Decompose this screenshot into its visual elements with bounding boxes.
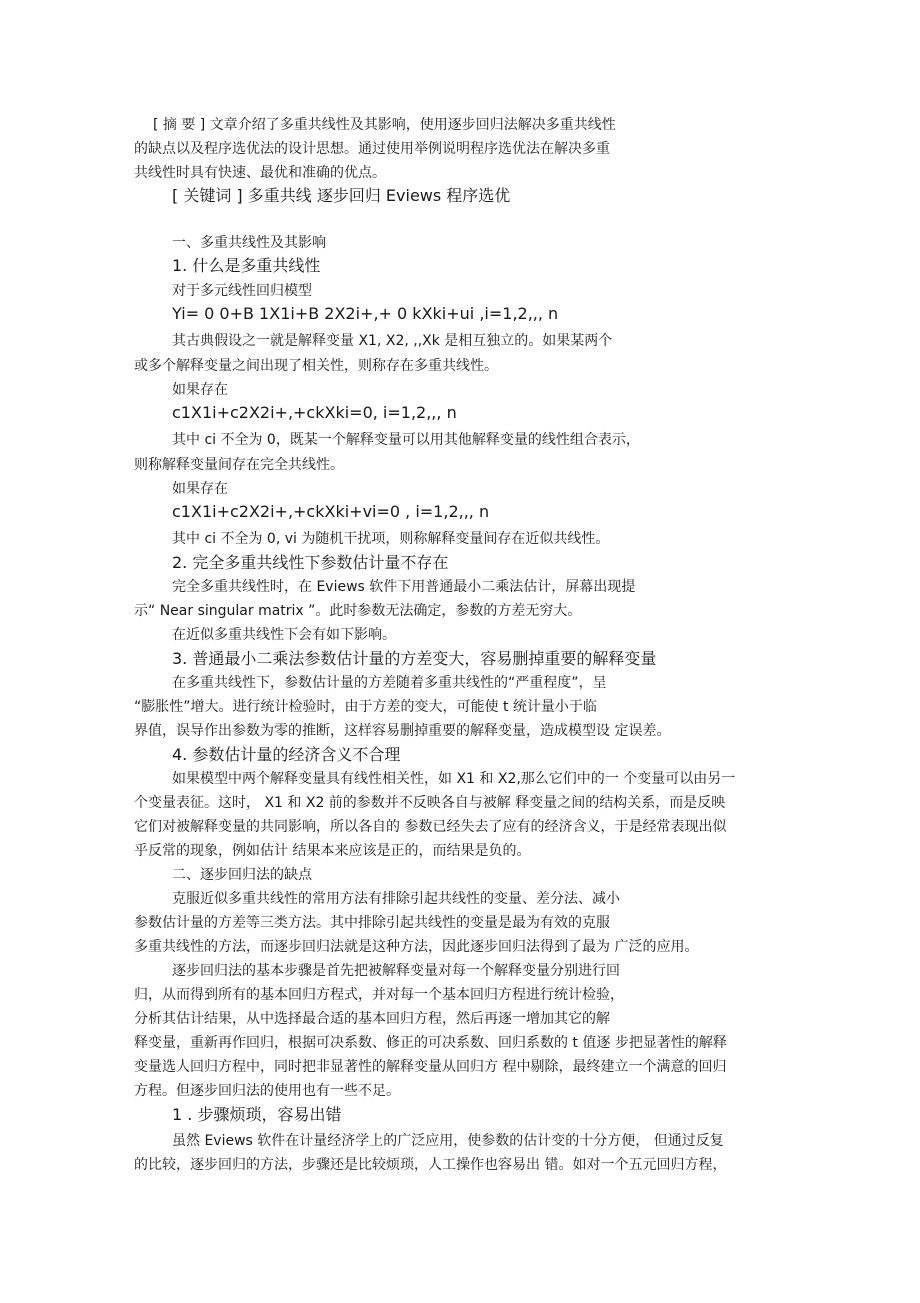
section-heading-2: 二、逐步回归法的缺点 bbox=[172, 867, 312, 883]
paragraph-line: 其中 ci 不全为 0，既某一个解释变量可以用其他解释变量的线性组合表示， bbox=[172, 432, 640, 448]
paragraph-line: 克服近似多重共线性的常用方法有排除引起共线性的变量、差分法、减小 bbox=[172, 891, 620, 907]
paragraph-line: 则称解释变量间存在完全共线性。 bbox=[134, 457, 344, 473]
paragraph-line: 在多重共线性下，参数估计量的方差随着多重共线性的“严重程度”，呈 bbox=[172, 675, 607, 691]
abstract-line-2: 的缺点以及程序选优法的设计思想。通过使用举例说明程序选优法在解决多重 bbox=[134, 141, 610, 157]
formula-line: c1X1i+c2X2i+,+ckXki=0, i=1,2,,, n bbox=[172, 403, 457, 422]
subheading-1-3: 3. 普通最小二乘法参数估计量的方差变大，容易删掉重要的解释变量 bbox=[172, 649, 657, 668]
keywords-line: [ 关键词 ] 多重共线 逐步回归 Eviews 程序选优 bbox=[172, 186, 511, 205]
paragraph-line: “膨胀性”增大。进行统计检验时，由于方差的变大，可能使 t 统计量小于临 bbox=[134, 699, 597, 715]
paragraph-line: 个变量表征。这时， X1 和 X2 前的参数并不反映各自与被解 释变量之间的结构关系，而是反映 bbox=[134, 795, 726, 811]
section-heading-1: 一、多重共线性及其影响 bbox=[172, 235, 326, 251]
paragraph-line: 多重共线性的方法，而逐步回归法就是这种方法，因此逐步回归法得到了最为 广泛的应用。 bbox=[134, 939, 699, 955]
paragraph-line: 它们对被解释变量的共同影响，所以各自的 参数已经失去了应有的经济含义，于是经常表现出似 bbox=[134, 819, 727, 835]
paragraph-line: 虽然 Eviews 软件在计量经济学上的广泛应用，使参数的估计变的十分方便， 但通过反复 bbox=[172, 1133, 724, 1149]
subheading-2-1: 1 . 步骤烦琐，容易出错 bbox=[172, 1105, 342, 1124]
paragraph-line: 参数估计量的方差等三类方法。其中排除引起共线性的变量是最为有效的克服 bbox=[134, 915, 610, 931]
paragraph-line: 其中 ci 不全为 0, vi 为随机干扰项，则称解释变量间存在近似共线性。 bbox=[172, 531, 610, 547]
paragraph-line: 或多个解释变量之间出现了相关性，则称存在多重共线性。 bbox=[134, 358, 498, 374]
paragraph-line: 如果存在 bbox=[172, 382, 228, 398]
paragraph-line: 如果存在 bbox=[172, 481, 228, 497]
paragraph-line: 方程。但逐步回归法的使用也有一些不足。 bbox=[134, 1083, 400, 1099]
formula-line: c1X1i+c2X2i+,+ckXki+vi=0 , i=1,2,,, n bbox=[172, 502, 490, 521]
paragraph-line: 释变量，重新再作回归，根据可决系数、修正的可决系数、回归系数的 t 值逐 步把显著性的解释 bbox=[134, 1035, 727, 1051]
paragraph-line: 对于多元线性回归模型 bbox=[172, 283, 312, 299]
abstract-line-1: [ 摘 要 ] 文章介绍了多重共线性及其影响，使用逐步回归法解决多重共线性 bbox=[153, 117, 616, 133]
paragraph-line: 变量选人回归方程中，同时把非显著性的解释变量从回归方 程中剔除，最终建立一个满意的回归 bbox=[134, 1059, 727, 1075]
subheading-1-1: 1. 什么是多重共线性 bbox=[172, 256, 321, 275]
subheading-1-4: 4. 参数估计量的经济含义不合理 bbox=[172, 745, 401, 764]
paragraph-line: 在近似多重共线性下会有如下影响。 bbox=[172, 627, 396, 643]
formula-line: Yi= 0 0+B 1X1i+B 2X2i+,+ 0 kXki+ui ,i=1,2,,, n bbox=[172, 304, 559, 323]
paragraph-line: 其古典假设之一就是解释变量 X1, X2, ,,Xk 是相互独立的。如果某两个 bbox=[172, 333, 613, 349]
subheading-1-2: 2. 完全多重共线性下参数估计量不存在 bbox=[172, 553, 449, 572]
paragraph-line: 逐步回归法的基本步骤是首先把被解释变量对每一个解释变量分别进行回 bbox=[172, 963, 620, 979]
paragraph-line: 示“ Near singular matrix ”。此时参数无法确定，参数的方差无穷大。 bbox=[134, 603, 582, 619]
paragraph-line: 乎反常的现象，例如估计 结果本来应该是正的，而结果是负的。 bbox=[134, 843, 531, 859]
paragraph-line: 界值，误导作出参数为零的推断，这样容易删掉重要的解释变量，造成模型设 定误差。 bbox=[134, 723, 671, 739]
paragraph-line: 如果模型中两个解释变量具有线性相关性，如 X1 和 X2,那么它们中的一 个变量可以由另一 bbox=[172, 771, 736, 787]
abstract-line-3: 共线性时具有快速、最优和准确的优点。 bbox=[134, 165, 386, 181]
paragraph-line: 完全多重共线性时，在 Eviews 软件下用普通最小二乘法估计，屏幕出现提 bbox=[172, 579, 636, 595]
paragraph-line: 归，从而得到所有的基本回归方程式，并对每一个基本回归方程进行统计检验， bbox=[134, 987, 624, 1003]
paragraph-line: 的比较，逐步回归的方法，步骤还是比较烦琐，人工操作也容易出 错。如对一个五元回归方程， bbox=[134, 1157, 727, 1173]
paragraph-line: 分析其估计结果，从中选择最合适的基本回归方程，然后再逐一增加其它的解 bbox=[134, 1011, 610, 1027]
